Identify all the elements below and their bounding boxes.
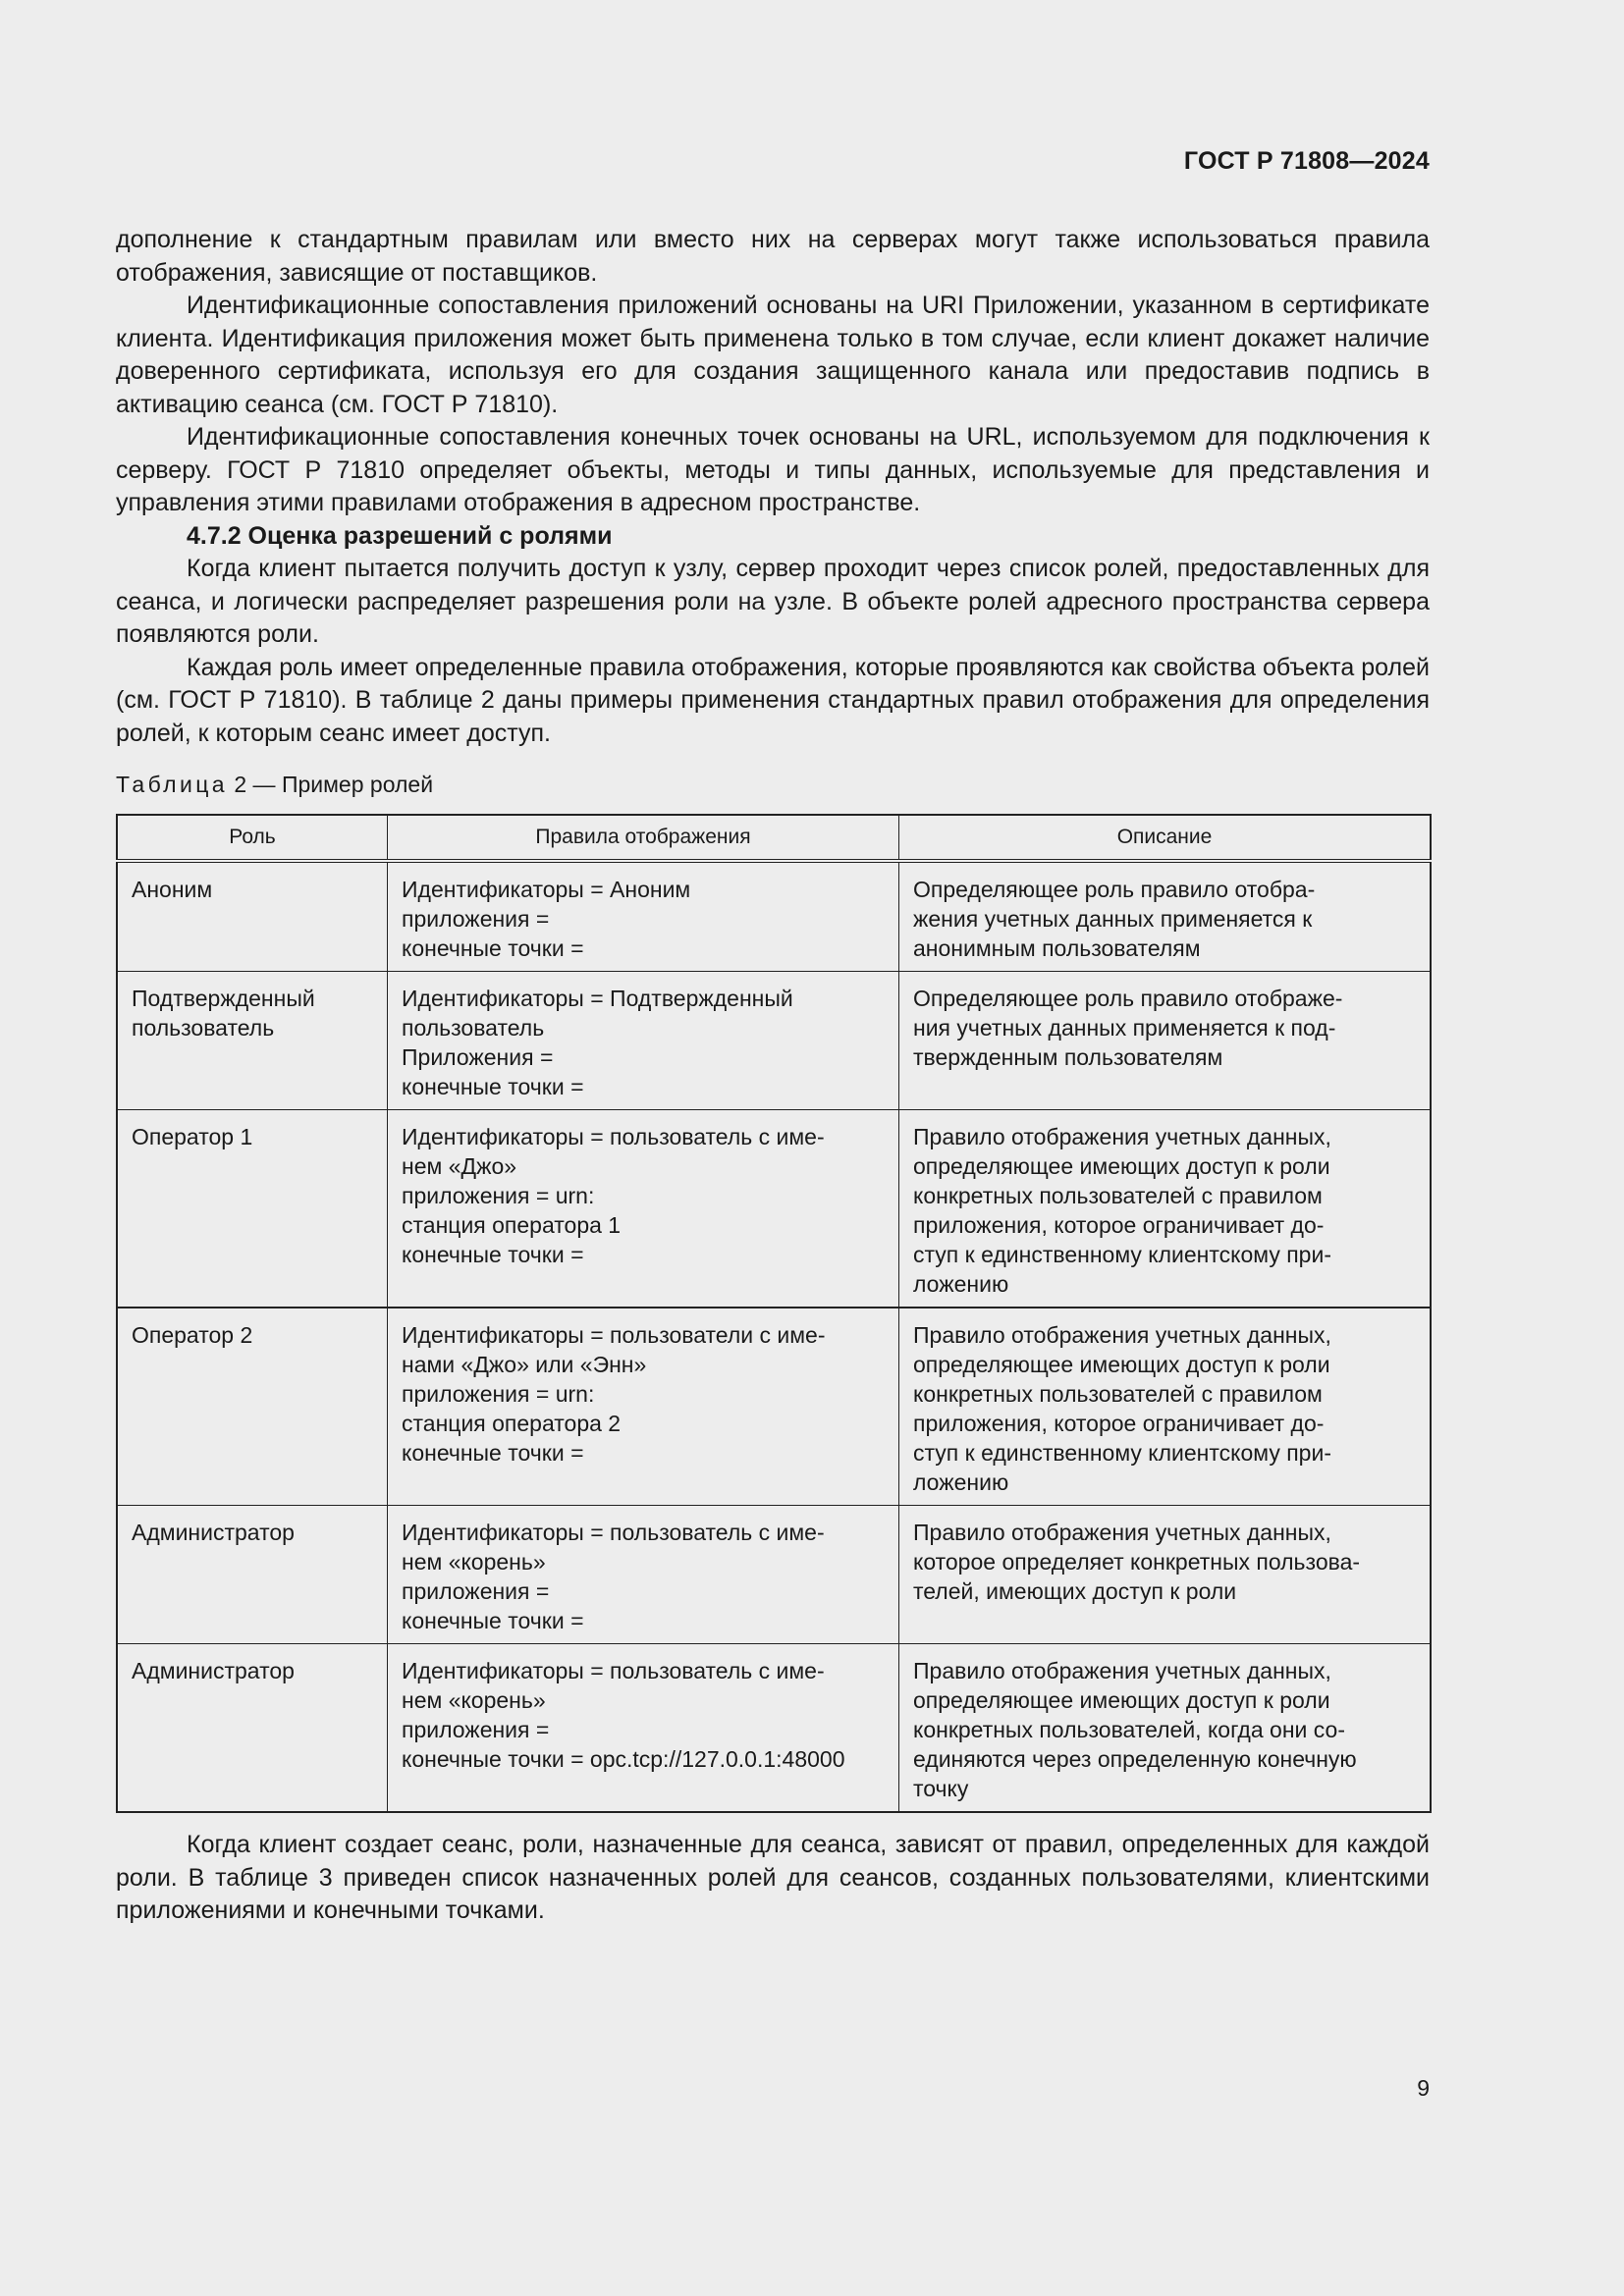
cell-line: телей, имеющих доступ к роли	[913, 1578, 1237, 1604]
cell-line: Идентификаторы = Подтвержденный	[402, 986, 793, 1011]
cell-line: ступ к единственному клиентскому при-	[913, 1440, 1331, 1466]
cell-rules	[388, 1308, 899, 1506]
cell-line: конечные точки =	[402, 1074, 584, 1099]
cell-line: Правило отображения учетных данных,	[913, 1658, 1331, 1683]
cell-line: Правило отображения учетных данных,	[913, 1520, 1331, 1545]
cell-line: приложения =	[402, 1717, 550, 1742]
table-caption-label: Таблица	[116, 772, 228, 797]
cell-rules	[388, 861, 899, 972]
cell-rules	[388, 1506, 899, 1644]
cell-line: конкретных пользователей, когда они со-	[913, 1717, 1345, 1742]
cell-line: Идентификаторы = пользователь с име-	[402, 1658, 825, 1683]
header-role: Роль	[117, 815, 388, 861]
cell-line: приложения = urn:	[402, 1183, 595, 1208]
table-row	[117, 972, 1431, 1110]
cell-rules	[388, 972, 899, 1110]
cell-line: Идентификаторы = пользователь с име-	[402, 1520, 825, 1545]
table-row	[117, 861, 1431, 972]
cell-line: которое определяет конкретных пользова-	[913, 1549, 1361, 1575]
cell-description	[899, 1644, 1432, 1813]
paragraph-2: Идентификационные сопоставления приложений основаны на URI Приложении, указанном в сертификате клиента. Идентификация приложения может быть применена только в том случае, если клиент докажет наличие доверенного сертификата, используя его для создания защищенного канала или предоставив подпись в активацию сеанса (см. ГОСТ Р 71810).	[116, 292, 1430, 418]
cell-line: Определяющее роль правило отобра-	[913, 877, 1316, 902]
cell-line: станция оператора 2	[402, 1411, 622, 1436]
cell-line: станция оператора 1	[402, 1212, 622, 1238]
body-text	[116, 224, 1430, 750]
document-code-header: ГОСТ Р 71808—2024	[1183, 147, 1430, 175]
cell-line: определяющее имеющих доступ к роли	[913, 1352, 1330, 1377]
cell-line: Правило отображения учетных данных,	[913, 1322, 1331, 1348]
cell-line: конечные точки =	[402, 1242, 584, 1267]
cell-line: конкретных пользователей с правилом	[913, 1381, 1323, 1407]
roles-table	[116, 814, 1432, 1813]
cell-line: Идентификаторы = пользователь с име-	[402, 1124, 825, 1149]
cell-line: конечные точки =	[402, 935, 584, 961]
cell-rules	[388, 1110, 899, 1308]
cell-role	[117, 972, 388, 1110]
cell-line: Идентификаторы = Аноним	[402, 877, 691, 902]
cell-role	[117, 1308, 388, 1506]
section-heading: 4.7.2 Оценка разрешений с ролями	[187, 521, 613, 550]
cell-line: нами «Джо» или «Энн»	[402, 1352, 647, 1377]
cell-line: конечные точки =	[402, 1608, 584, 1633]
paragraph-5: Каждая роль имеет определенные правила отображения, которые проявляются как свойства объекта ролей (см. ГОСТ Р 71810). В таблице 2 даны примеры применения стандартных правил отображения для определения ролей, к которым сеанс имеет доступ.	[116, 653, 1430, 747]
cell-line: Идентификаторы = пользователи с име-	[402, 1322, 826, 1348]
cell-line: Аноним	[132, 877, 213, 902]
cell-line: конечные точки =	[402, 1440, 584, 1466]
cell-line: точку	[913, 1776, 969, 1801]
cell-description	[899, 1308, 1432, 1506]
cell-line: твержденным пользователям	[913, 1044, 1223, 1070]
cell-line: Администратор	[132, 1520, 295, 1545]
cell-line: Подтвержденный	[132, 986, 315, 1011]
table-row	[117, 1110, 1431, 1308]
header-rules: Правила отображения	[388, 815, 899, 861]
table-row	[117, 1308, 1431, 1506]
cell-description	[899, 861, 1432, 972]
table-body	[117, 861, 1431, 1812]
cell-line: приложения =	[402, 906, 550, 932]
cell-role	[117, 1110, 388, 1308]
cell-line: Оператор 2	[132, 1322, 253, 1348]
cell-line: приложения, которое ограничивает до-	[913, 1411, 1325, 1436]
cell-line: нем «корень»	[402, 1549, 546, 1575]
cell-line: определяющее имеющих доступ к роли	[913, 1153, 1330, 1179]
cell-line: нем «корень»	[402, 1687, 546, 1713]
table-caption-text: 2 — Пример ролей	[234, 772, 434, 797]
table-caption	[116, 772, 433, 798]
cell-line: ступ к единственному клиентскому при-	[913, 1242, 1331, 1267]
cell-description	[899, 1110, 1432, 1308]
page-number: 9	[1417, 2075, 1430, 2101]
cell-line: Определяющее роль правило отображе-	[913, 986, 1343, 1011]
closing-text	[116, 1829, 1430, 1928]
cell-role	[117, 1506, 388, 1644]
cell-line: ния учетных данных применяется к под-	[913, 1015, 1336, 1041]
cell-line: Приложения =	[402, 1044, 554, 1070]
cell-line: ложению	[913, 1271, 1009, 1297]
table-header-row	[117, 815, 1431, 861]
header-description: Описание	[899, 815, 1432, 861]
cell-line: анонимным пользователям	[913, 935, 1201, 961]
table-row	[117, 1506, 1431, 1644]
cell-line: Правило отображения учетных данных,	[913, 1124, 1331, 1149]
cell-line: Администратор	[132, 1658, 295, 1683]
cell-line: пользователь	[132, 1015, 275, 1041]
cell-line: жения учетных данных применяется к	[913, 906, 1313, 932]
paragraph-4: Когда клиент пытается получить доступ к узлу, сервер проходит через список ролей, предоставленных для сеанса, и логически распределяет разрешения роли на узле. В объекте ролей адресного пространства сервера появляются роли.	[116, 555, 1430, 648]
cell-line: пользователь	[402, 1015, 545, 1041]
cell-line: единяются через определенную конечную	[913, 1746, 1357, 1772]
cell-line: приложения = urn:	[402, 1381, 595, 1407]
cell-line: нем «Джо»	[402, 1153, 517, 1179]
cell-rules	[388, 1644, 899, 1813]
paragraph-6: Когда клиент создает сеанс, роли, назначенные для сеанса, зависят от правил, определенных для каждой роли. В таблице 3 приведен список назначенных ролей для сеансов, созданных пользователями, клиентскими приложениями и конечными точками.	[116, 1831, 1430, 1924]
cell-description	[899, 1506, 1432, 1644]
cell-role	[117, 861, 388, 972]
cell-line: Оператор 1	[132, 1124, 253, 1149]
paragraph-1: дополнение к стандартным правилам или вместо них на серверах могут также использоваться правила отображения, зависящие от поставщиков.	[116, 226, 1430, 287]
cell-line: конечные точки = opc.tcp://127.0.0.1:48000	[402, 1746, 845, 1772]
cell-description	[899, 972, 1432, 1110]
cell-line: определяющее имеющих доступ к роли	[913, 1687, 1330, 1713]
cell-line: ложению	[913, 1469, 1009, 1495]
cell-line: приложения =	[402, 1578, 550, 1604]
paragraph-3: Идентификационные сопоставления конечных точек основаны на URL, используемом для подключения к серверу. ГОСТ Р 71810 определяет объекты, методы и типы данных, используемые для представления и управления этими правилами отображения в адресном пространстве.	[116, 423, 1430, 516]
table-row	[117, 1644, 1431, 1813]
cell-line: конкретных пользователей с правилом	[913, 1183, 1323, 1208]
cell-role	[117, 1644, 388, 1813]
cell-line: приложения, которое ограничивает до-	[913, 1212, 1325, 1238]
